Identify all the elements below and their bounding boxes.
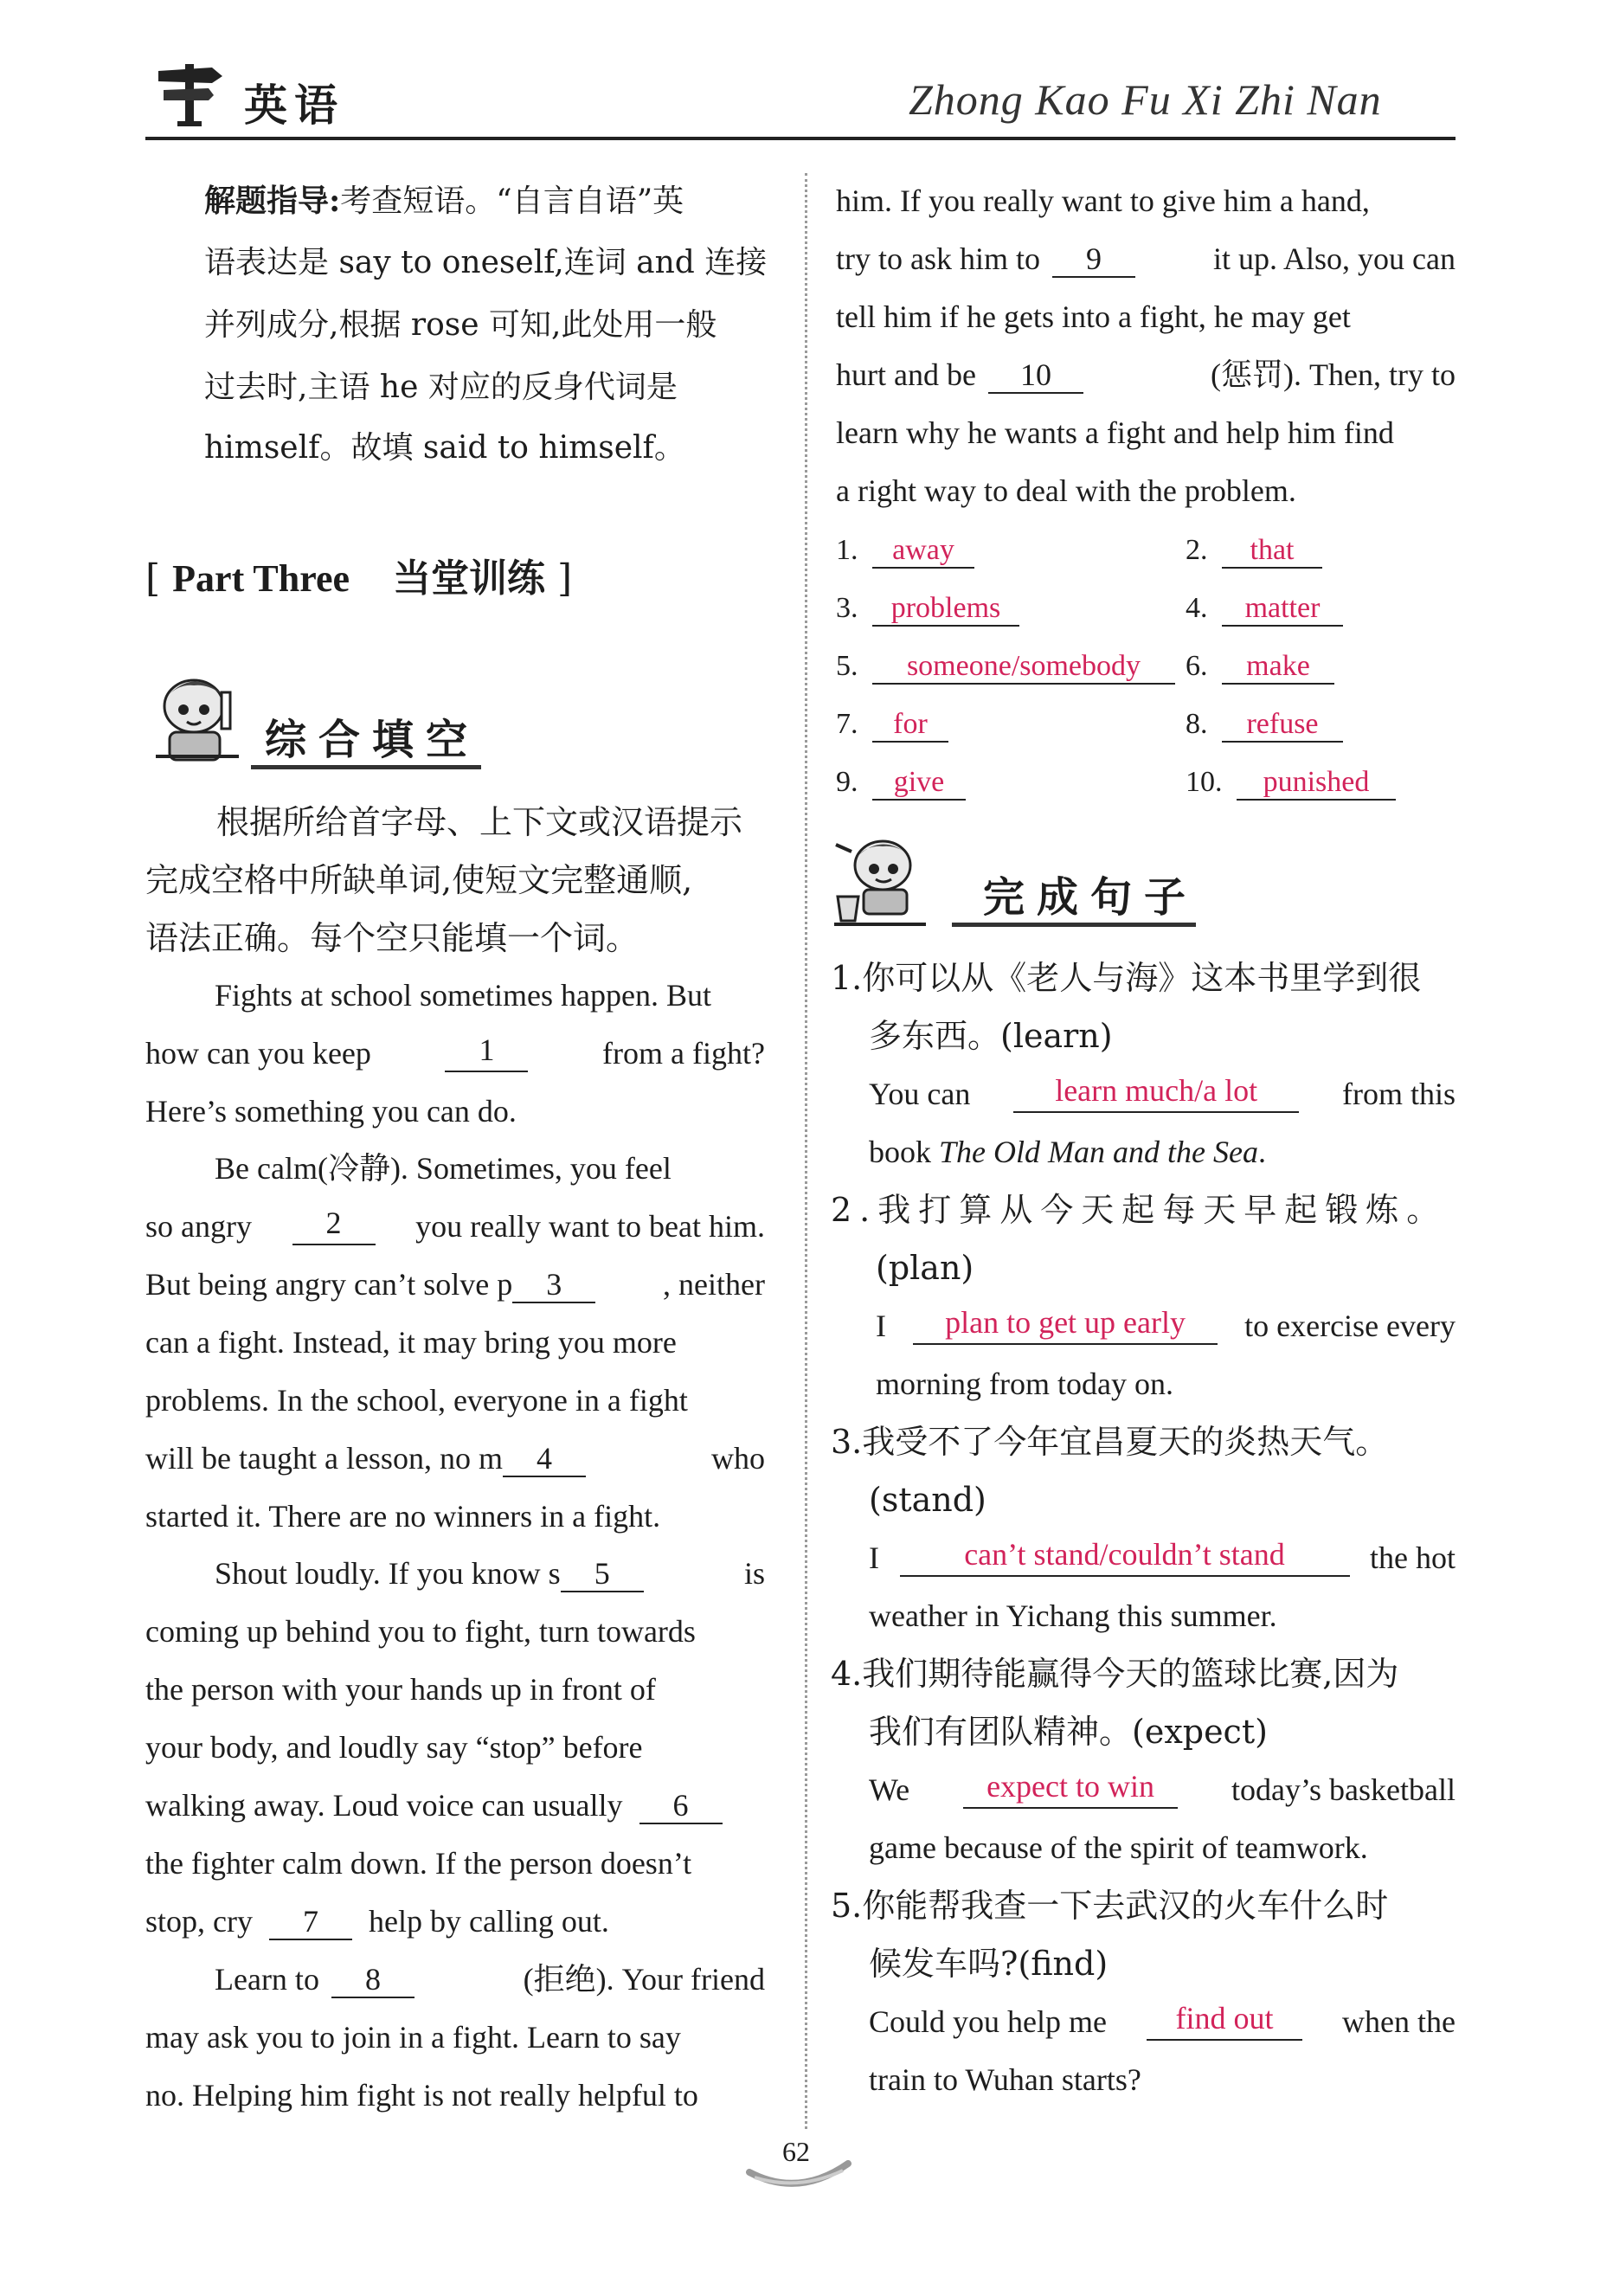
passage-line: will be taught a lesson, no m 4 who: [145, 1441, 765, 1476]
sentence-1-en-2: book The Old Man and the Sea.: [869, 1135, 1266, 1169]
answer-5: 5. someone/somebody: [836, 647, 1175, 685]
sentence-4-cn-2: 我们有团队精神。(expect): [869, 1713, 1268, 1751]
sentence-2-en-2: morning from today on.: [876, 1367, 1173, 1401]
sentence-1-cn: 1.你可以从《老人与海》这本书里学到很: [831, 959, 1422, 997]
sentence-4-answer[interactable]: expect to win: [963, 1771, 1178, 1809]
sentence-3-cn-2: (stand): [869, 1481, 986, 1519]
blank-10[interactable]: 10: [988, 359, 1083, 394]
part-three-subtitle: 当堂训练: [393, 556, 546, 601]
passage-line: tell him if he gets into a fight, he may get: [836, 299, 1351, 334]
blank-1[interactable]: 1: [445, 1034, 528, 1072]
passage-line: Shout loudly. If you know s 5 is: [215, 1556, 765, 1591]
signpost-logo-icon: [151, 59, 229, 128]
guide-line-5: himself。故填 said to himself。: [204, 430, 685, 466]
answer-6: 6. make: [1186, 647, 1334, 685]
sentence-3-answer[interactable]: can’t stand/couldn’t stand: [900, 1539, 1350, 1577]
book-title: The Old Man and the Sea: [939, 1135, 1258, 1169]
passage-line: walking away. Loud voice can usually 6: [145, 1786, 723, 1824]
passage-line: the person with your hands up in front of: [145, 1672, 656, 1707]
sentence-3-en: I can’t stand/couldn’t stand the hot: [869, 1537, 1456, 1575]
passage-line: him. If you really want to give him a hand,: [836, 183, 1370, 218]
passage-line: no. Helping him fight is not really helpful to: [145, 2078, 698, 2113]
blank-5[interactable]: 5: [561, 1558, 644, 1592]
sentence-5-en: Could you help me find out when the: [869, 2001, 1456, 2039]
passage-line: But being angry can’t solve p 3 , neither: [145, 1267, 765, 1302]
instructions-line-3: 语法正确。每个空只能填一个词。: [145, 919, 639, 957]
sentence-5-cn-2: 候发车吗?(find): [869, 1945, 1109, 1983]
passage-line: started it. There are no winners in a fight.: [145, 1499, 661, 1534]
header-subject: 英语: [244, 80, 344, 131]
blank-7[interactable]: 7: [269, 1906, 352, 1940]
section2-title-underline: [952, 923, 1196, 927]
sentence-5-cn: 5.你能帮我查一下去武汉的火车什么时: [831, 1887, 1389, 1925]
passage-line: the fighter calm down. If the person doesn’t: [145, 1846, 692, 1881]
guide-line-1: 解题指导:考查短语。“自言自语”英: [204, 183, 684, 219]
sentence-4-en-2: game because of the spirit of teamwork.: [869, 1830, 1368, 1865]
page-number: 62: [782, 2136, 810, 2167]
guide-label: 解题指导:: [204, 183, 341, 219]
blank-6[interactable]: 6: [639, 1790, 723, 1824]
sentence-2-cn: 2.我打算从今天起每天早起锻炼。: [831, 1191, 1448, 1229]
sentence-5-answer[interactable]: find out: [1147, 2003, 1302, 2041]
section1-title: 综合填空: [265, 716, 480, 764]
passage-line: try to ask him to 9 it up. Also, you can: [836, 241, 1456, 276]
section1-title-underline: [251, 765, 481, 769]
blank-9[interactable]: 9: [1052, 243, 1135, 278]
passage-line: Learn to 8 (拒绝). Your friend: [215, 1962, 765, 1997]
guide-line-4: 过去时,主语 he 对应的反身代词是: [204, 370, 678, 405]
sentence-5-en-2: train to Wuhan starts?: [869, 2062, 1141, 2097]
passage-line: hurt and be 10 (惩罚). Then, try to: [836, 357, 1456, 392]
sentence-4-cn: 4.我们期待能赢得今天的篮球比赛,因为: [831, 1655, 1399, 1693]
cartoon-boy-bucket-icon: [829, 827, 933, 931]
part-three-heading: [ Part Three 当堂训练 ]: [145, 556, 573, 601]
guide-line-3: 并列成分,根据 rose 可知,此处用一般: [204, 307, 717, 343]
blank-3[interactable]: 3: [512, 1269, 595, 1303]
passage-line: stop, cry 7 help by calling out.: [145, 1904, 609, 1939]
passage-line: so angry 2 you really want to beat him.: [145, 1206, 765, 1244]
sentence-1-en: You can learn much/a lot from this: [869, 1073, 1456, 1111]
header-rule: [145, 137, 1456, 140]
passage-line: a right way to deal with the problem.: [836, 473, 1296, 508]
answer-8: 8. refuse: [1186, 705, 1343, 743]
passage-line: Here’s something you can do.: [145, 1094, 517, 1129]
passage-line: your body, and loudly say “stop” before: [145, 1730, 643, 1765]
instructions-line-2: 完成空格中所缺单词,使短文完整通顺,: [145, 861, 693, 899]
guide-line-2: 语表达是 say to oneself,连词 and 连接: [204, 245, 768, 280]
cartoon-boy-icon: [149, 666, 246, 770]
passage-line: Be calm(冷静). Sometimes, you feel: [215, 1151, 672, 1186]
answer-2: 2. that: [1186, 531, 1322, 569]
section2-title: 完成句子: [983, 873, 1199, 922]
passage-line: may ask you to join in a fight. Learn to say: [145, 2020, 681, 2055]
passage-line: coming up behind you to fight, turn towards: [145, 1614, 696, 1649]
answer-9: 9. give: [836, 763, 966, 801]
passage-line: learn why he wants a fight and help him find: [836, 415, 1394, 450]
part-three-title: Part Three: [172, 557, 350, 600]
passage-line: Fights at school sometimes happen. But: [215, 978, 711, 1013]
sentence-2-cn-2: (plan): [876, 1249, 974, 1287]
answer-7: 7. for: [836, 705, 948, 743]
blank-8[interactable]: 8: [331, 1964, 414, 1998]
sentence-2-answer[interactable]: plan to get up early: [913, 1307, 1218, 1345]
instructions-line-1: 根据所给首字母、上下文或汉语提示: [216, 803, 743, 841]
answer-3: 3. problems: [836, 589, 1019, 627]
sentence-4-en: We expect to win today’s basketball: [869, 1769, 1456, 1807]
sentence-2-en: I plan to get up early to exercise every: [876, 1305, 1456, 1343]
answer-1: 1. away: [836, 531, 974, 569]
passage-line: can a fight. Instead, it may bring you more: [145, 1325, 677, 1360]
passage-line: how can you keep 1 from a fight?: [145, 1032, 765, 1071]
column-divider: [805, 173, 807, 2129]
sentence-3-cn: 3.我受不了今年宜昌夏天的炎热天气。: [831, 1423, 1389, 1461]
sentence-1-answer[interactable]: learn much/a lot: [1013, 1075, 1299, 1113]
passage-line: problems. In the school, everyone in a fight: [145, 1383, 688, 1418]
blank-2[interactable]: 2: [292, 1207, 376, 1245]
header-series: Zhong Kao Fu Xi Zhi Nan: [909, 75, 1382, 124]
sentence-1-cn-2: 多东西。(learn): [869, 1017, 1113, 1055]
answer-10: 10. punished: [1186, 763, 1396, 801]
blank-4[interactable]: 4: [503, 1443, 586, 1477]
answer-4: 4. matter: [1186, 589, 1343, 627]
sentence-3-en-2: weather in Yichang this summer.: [869, 1598, 1277, 1633]
